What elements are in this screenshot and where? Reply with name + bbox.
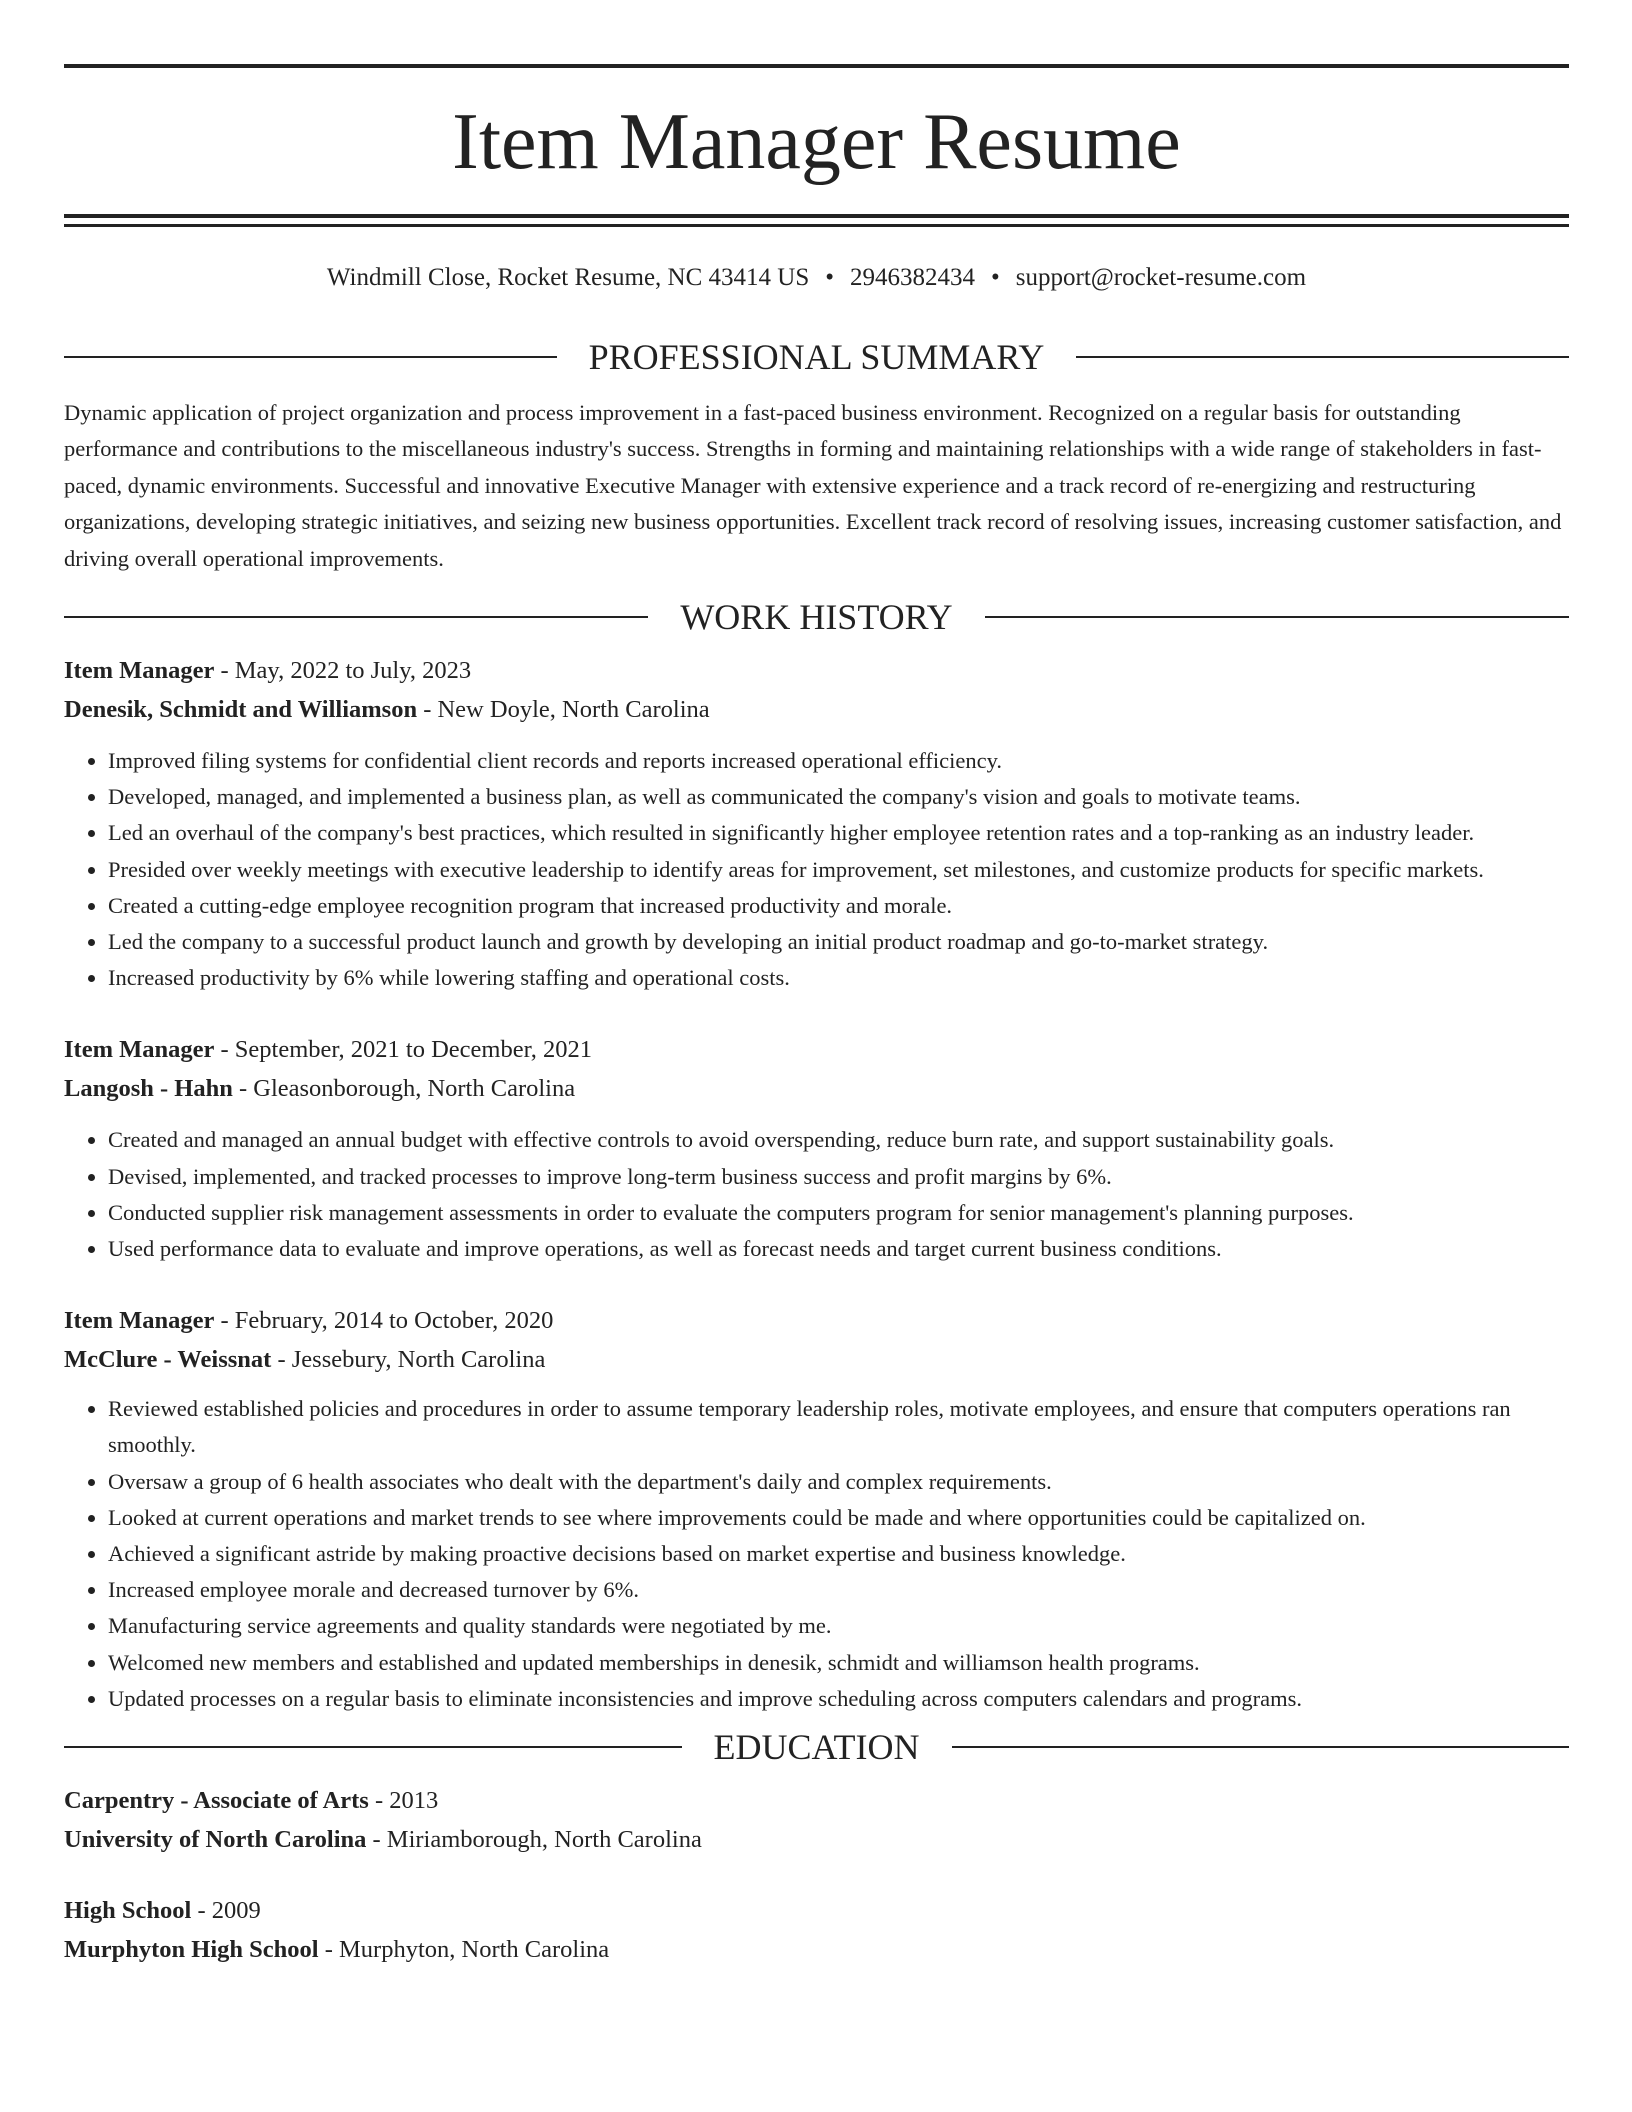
- bullet-item: • Increased productivity by 6% while lowering staffing and operational costs.: [108, 960, 1569, 996]
- bullet-item: • Oversaw a group of 6 health associates who dealt with the department's daily and complex requirements.: [108, 1464, 1569, 1500]
- contact-separator: •: [991, 264, 1000, 291]
- title-double-rule: [64, 214, 1569, 227]
- heading-rule: [64, 1746, 682, 1748]
- work-heading: WORK HISTORY: [680, 597, 953, 638]
- contact-phone: 2946382434: [850, 264, 975, 291]
- bullet-item: • Reviewed established policies and procedures in order to assume temporary leadership roles, motivate employees, and ensure that computers operations ran smoothly.: [108, 1391, 1569, 1463]
- job-location: - New Doyle, North Carolina: [417, 696, 710, 724]
- job-dates: - May, 2022 to July, 2023: [214, 657, 472, 685]
- job-title-line: [64, 1301, 1569, 1340]
- education-location: - Miriamborough, North Carolina: [366, 1826, 702, 1854]
- bullet-item: • Presided over weekly meetings with executive leadership to identify areas for improvement, set milestones, and customize products for specific markets.: [108, 852, 1569, 888]
- education-location: - Murphyton, North Carolina: [318, 1936, 610, 1964]
- job-entry: [64, 1030, 1569, 1267]
- bullet-item: • Improved filing systems for confidential client records and reports increased operational efficiency.: [108, 743, 1569, 779]
- education-degree-line: [64, 1891, 1569, 1930]
- education-degree-line: [64, 1781, 1569, 1820]
- heading-rule: [985, 616, 1569, 618]
- heading-rule: [952, 1746, 1570, 1748]
- job-title-line: [64, 1030, 1569, 1069]
- contact-separator: •: [825, 264, 834, 291]
- summary-text: Dynamic application of project organization and process improvement in a fast-paced business environment. Recognized on a regular basis for outstanding performance and contributions to the miscellaneous industry's success. Strengths in forming and maintaining relationships with a wide range of stakeholders in fast-paced, dynamic environments. Successful and innovative Executive Manager with extensive experience and a track record of re-energizing and restructuring organizations, developing strategic initiatives, and seizing new business opportunities. Excellent track record of resolving issues, increasing customer satisfaction, and driving overall operational improvements.: [64, 400, 1562, 571]
- education-heading: EDUCATION: [713, 1727, 920, 1768]
- job-company-line: [64, 1069, 1569, 1108]
- bullet-item: • Used performance data to evaluate and improve operations, as well as forecast needs and target current business conditions.: [108, 1231, 1569, 1267]
- bullet-item: • Led an overhaul of the company's best practices, which resulted in significantly higher employee retention rates and a top-ranking as an industry leader.: [108, 815, 1569, 851]
- bullet-item: • Developed, managed, and implemented a business plan, as well as communicated the company's vision and goals to motivate teams.: [108, 779, 1569, 815]
- job-location: - Jessebury, North Carolina: [271, 1346, 546, 1374]
- job-company: Denesik, Schmidt and Williamson: [64, 696, 418, 724]
- resume-title: Item Manager Resume: [452, 98, 1181, 186]
- job-bullets: [64, 743, 1569, 996]
- job-company: Langosh - Hahn: [64, 1075, 233, 1103]
- summary-heading: PROFESSIONAL SUMMARY: [588, 337, 1045, 377]
- bullet-item: • Increased employee morale and decreased turnover by 6%.: [108, 1572, 1569, 1608]
- education-entry: [64, 1891, 1569, 1969]
- job-dates: - February, 2014 to October, 2020: [214, 1307, 554, 1335]
- contact-line: [64, 263, 1569, 293]
- bullet-item: • Created a cutting-edge employee recognition program that increased productivity and morale.: [108, 888, 1569, 924]
- contact-address: Windmill Close, Rocket Resume, NC 43414 US: [326, 264, 810, 291]
- bullet-item: • Conducted supplier risk management assessments in order to evaluate the computers program for senior management's planning purposes.: [108, 1195, 1569, 1231]
- job-title: Item Manager: [64, 657, 215, 685]
- bullet-item: • Updated processes on a regular basis to eliminate inconsistencies and improve scheduling across computers calendars and programs.: [108, 1681, 1569, 1717]
- work-heading-row: [64, 595, 1569, 639]
- education-school: University of North Carolina: [64, 1826, 367, 1854]
- bullet-item: • Manufacturing service agreements and quality standards were negotiated by me.: [108, 1608, 1569, 1644]
- education-year: - 2013: [368, 1787, 439, 1815]
- bullet-item: • Created and managed an annual budget with effective controls to avoid overspending, reduce burn rate, and support sustainability goals.: [108, 1122, 1569, 1158]
- education-heading-row: [64, 1725, 1569, 1769]
- education-entry: [64, 1781, 1569, 1859]
- job-dates: - September, 2021 to December, 2021: [214, 1036, 593, 1064]
- education-year: - 2009: [191, 1897, 261, 1925]
- top-rule: [64, 64, 1569, 68]
- job-title: Item Manager: [64, 1036, 215, 1064]
- job-company: McClure - Weissnat: [64, 1346, 272, 1374]
- job-title-line: [64, 651, 1569, 690]
- job-location: - Gleasonborough, North Carolina: [232, 1075, 576, 1103]
- bullet-item: • Welcomed new members and established and updated memberships in denesik, schmidt and williamson health programs.: [108, 1645, 1569, 1681]
- education-school: Murphyton High School: [64, 1936, 319, 1964]
- job-entry: [64, 651, 1569, 996]
- job-company-line: [64, 1340, 1569, 1379]
- education-degree: High School: [64, 1897, 192, 1925]
- heading-rule: [64, 616, 648, 618]
- job-bullets: [64, 1122, 1569, 1267]
- education-school-line: [64, 1930, 1569, 1969]
- job-bullets: [64, 1391, 1569, 1717]
- resume-content: [64, 64, 1569, 1969]
- bullet-item: • Achieved a significant astride by making proactive decisions based on market expertise and business knowledge.: [108, 1536, 1569, 1572]
- job-title: Item Manager: [64, 1307, 215, 1335]
- bullet-item: • Devised, implemented, and tracked processes to improve long-term business success and profit margins by 6%.: [108, 1159, 1569, 1195]
- bullet-item: • Looked at current operations and market trends to see where improvements could be made and where opportunities could be capitalized on.: [108, 1500, 1569, 1536]
- summary-heading-row: [64, 335, 1569, 379]
- education-school-line: [64, 1820, 1569, 1859]
- heading-rule: [1076, 356, 1569, 358]
- contact-email[interactable]: support@rocket-resume.com: [1015, 264, 1307, 291]
- education-degree: Carpentry - Associate of Arts: [64, 1787, 369, 1815]
- job-entry: [64, 1301, 1569, 1717]
- heading-rule: [64, 356, 557, 358]
- job-company-line: [64, 690, 1569, 729]
- bullet-item: • Led the company to a successful product launch and growth by developing an initial product roadmap and go-to-market strategy.: [108, 924, 1569, 960]
